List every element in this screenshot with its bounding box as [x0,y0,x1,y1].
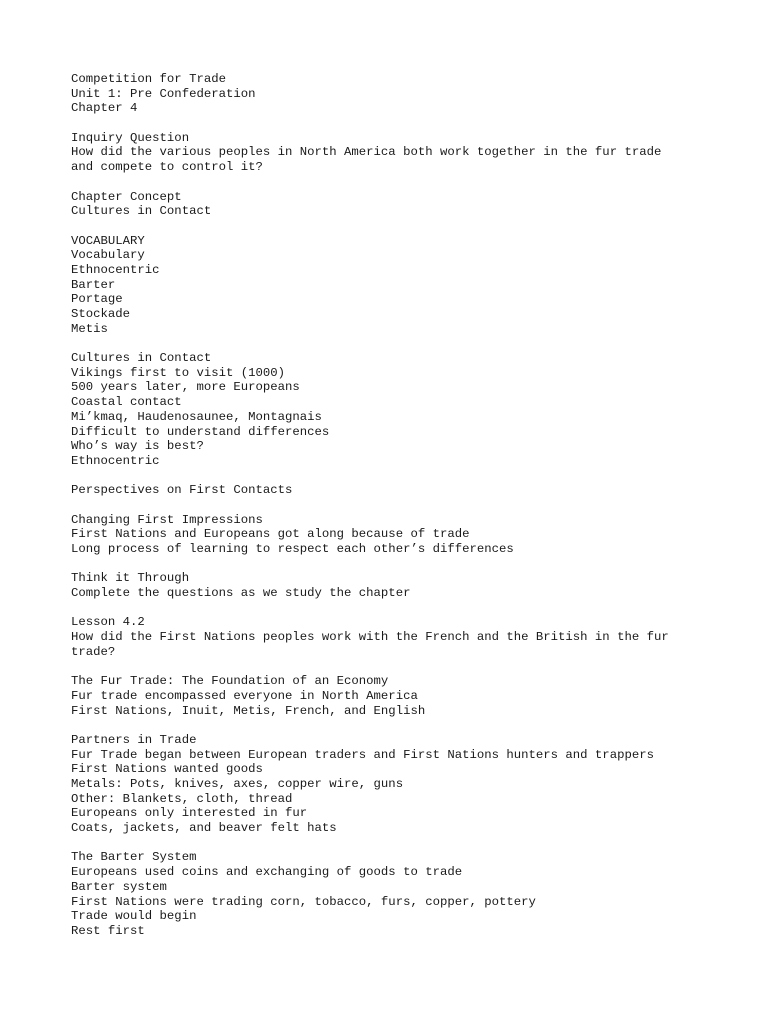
text-line: Fur Trade began between European traders and First Nations hunters and trappers [71,747,654,762]
text-line: First Nations, Inuit, Metis, French, and English [71,703,426,718]
text-line: Cultures in Contact [71,351,212,366]
text-line: Metis [71,321,108,336]
text-line: First Nations were trading corn, tobacco, furs, copper, pottery [71,894,536,909]
blank-line [71,219,751,234]
text-line: How did the First Nations peoples work with the French and the British in the fur [71,630,669,645]
text-line: Portage [71,292,123,307]
text-line: Chapter 4 [71,101,138,116]
text-line: The Barter System [71,850,197,865]
text-line: VOCABULARY [71,233,145,248]
text-line: Coastal contact [71,395,182,410]
text-line: Trade would begin [71,909,197,924]
text-line: Europeans used coins and exchanging of goods to trade [71,865,463,880]
blank-line [71,601,751,616]
text-line: Mi’kmaq, Haudenosaunee, Montagnais [71,409,322,424]
text-line: Long process of learning to respect each other’s differences [71,542,514,556]
text-line: and compete to control it? [71,160,263,175]
text-line: Cultures in Contact [71,204,212,219]
blank-line [71,116,751,131]
text-line: How did the various peoples in North America both work together in the fur trade [71,145,662,160]
text-line: Vocabulary [71,248,145,263]
text-line: Ethnocentric [71,262,160,277]
text-line: Metals: Pots, knives, axes, copper wire, guns [71,777,404,791]
blank-line [71,498,751,513]
text-line: First Nations and Europeans got along because of trade [71,527,470,542]
text-line: Barter system [71,879,167,894]
blank-line [71,175,751,190]
text-line: Barter [71,277,116,292]
text-line: Other: Blankets, cloth, thread [71,791,293,806]
text-line: Rest first [71,923,145,938]
text-line: First Nations wanted goods [71,762,263,777]
blank-line [71,557,751,572]
text-line: Europeans only interested in fur [71,806,308,821]
text-line: trade? [71,644,116,659]
text-line: Who’s way is best? [71,439,204,454]
text-line: Coats, jackets, and beaver felt hats [71,821,337,836]
text-line: Perspectives on First Contacts [71,483,293,498]
text-line: 500 years later, more Europeans [71,380,300,395]
text-line: Competition for Trade [71,72,226,86]
text-line: Fur trade encompassed everyone in North America [71,688,418,703]
text-line: Unit 1: Pre Confederation [71,86,256,101]
text-line: Difficult to understand differences [71,424,330,439]
text-line: Inquiry Question [71,130,190,145]
blank-line [71,469,751,484]
document-text [71,72,751,939]
blank-line [71,836,751,851]
text-line: Chapter Concept [71,189,182,204]
text-line: Complete the questions as we study the chapter [71,586,411,601]
text-line: The Fur Trade: The Foundation of an Economy [71,674,389,689]
blank-line [71,718,751,733]
blank-line [71,336,751,351]
blank-line [71,660,751,675]
text-line: Think it Through [71,571,190,586]
text-line: Changing First Impressions [71,512,263,527]
text-line: Partners in Trade [71,732,197,747]
text-line: Vikings first to visit (1000) [71,365,286,380]
text-line: Lesson 4.2 [71,615,145,630]
text-line: Ethnocentric [71,453,160,468]
text-line: Stockade [71,307,131,321]
